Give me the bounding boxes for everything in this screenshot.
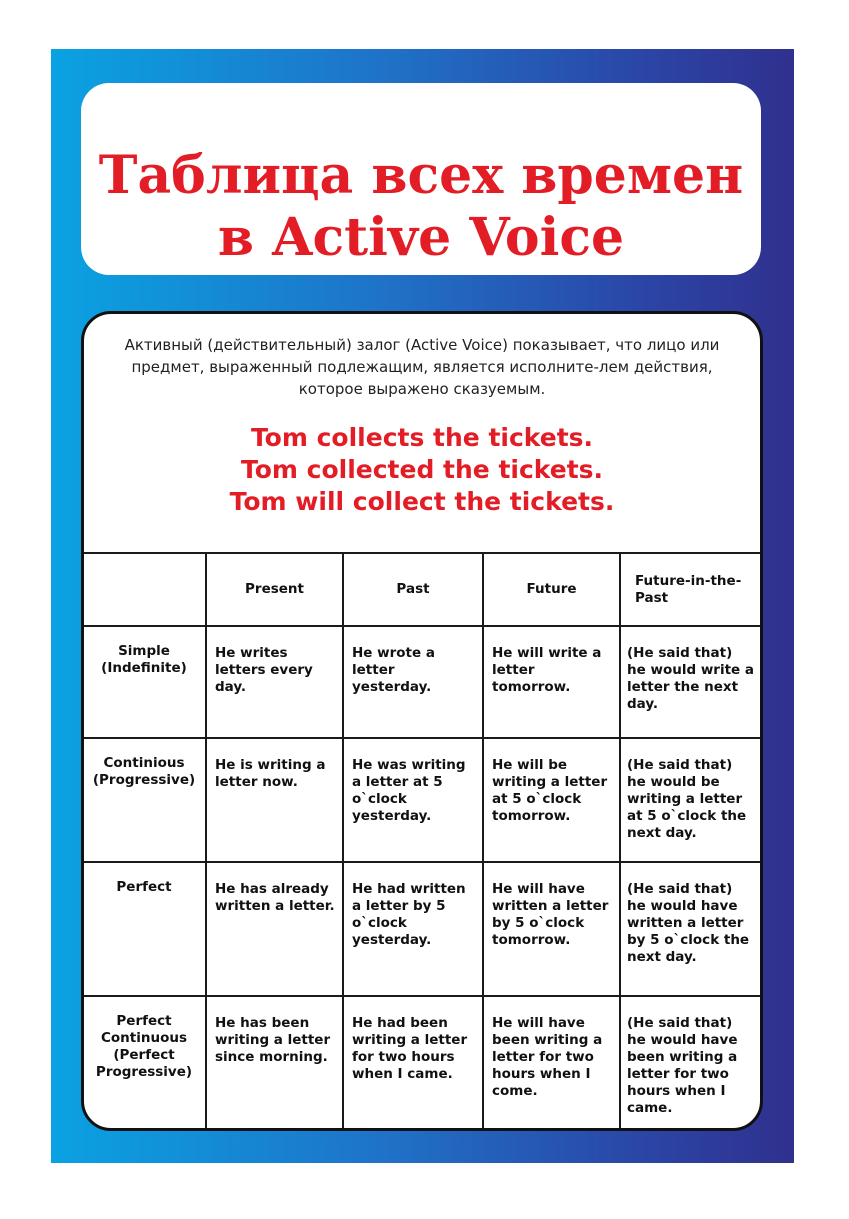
row-header-continuous: Continious (Progressive) <box>82 738 206 862</box>
title-line-1: Таблица всех времен <box>98 145 744 206</box>
table-cell: He is writing a letter now. <box>206 738 343 862</box>
row-header-perfect-continuous: Perfect Continuous (Perfect Progressive) <box>82 996 206 1131</box>
table-row <box>82 738 761 862</box>
table-cell: He had written a letter by 5 o`clock yesterday. <box>343 862 483 996</box>
table-cell: He had been writing a letter for two hours when I came. <box>343 996 483 1131</box>
table-header-row <box>82 553 761 626</box>
table-cell: He wrote a letter yesterday. <box>343 626 483 738</box>
column-header-future: Future <box>483 553 620 626</box>
table-cell: He has already written a letter. <box>206 862 343 996</box>
description-text: Активный (действительный) залог (Active Voice) показывает, что лицо или предмет, выраженный подлежащим, является исполните-лем действия, которое выражено сказуемым. <box>124 336 720 398</box>
table-row <box>82 626 761 738</box>
poster-background <box>51 49 794 1163</box>
table-cell: (He said that) he would be writing a letter at 5 o`clock the next day. <box>620 738 761 862</box>
column-header-future-in-the-past: Future-in-the-Past <box>620 553 761 626</box>
table-cell: (He said that) he would have been writing a letter for two hours when I came. <box>620 996 761 1131</box>
tenses-table <box>81 552 762 1131</box>
table-row <box>82 996 761 1131</box>
content-panel <box>81 311 763 1131</box>
table-corner-cell <box>82 553 206 626</box>
column-header-present: Present <box>206 553 343 626</box>
title-line-2: в Active Voice <box>217 207 625 268</box>
table-cell: (He said that) he would have written a letter by 5 o`clock the next day. <box>620 862 761 996</box>
table-cell: He will be writing a letter at 5 o`clock tomorrow. <box>483 738 620 862</box>
table-cell: (He said that) he would write a letter the next day. <box>620 626 761 738</box>
table-row <box>82 862 761 996</box>
row-header-perfect: Perfect <box>82 862 206 996</box>
example-present: Tom collects the tickets. <box>250 423 594 452</box>
table-cell: He will have been writing a letter for two hours when I come. <box>483 996 620 1131</box>
table-cell: He will have written a letter by 5 o`clock tomorrow. <box>483 862 620 996</box>
example-future: Tom will collect the tickets. <box>229 487 615 516</box>
example-sentences <box>84 422 760 518</box>
column-header-past: Past <box>343 553 483 626</box>
page-title <box>81 145 761 269</box>
table-cell: He has been writing a letter since morning. <box>206 996 343 1131</box>
title-panel <box>81 83 761 275</box>
row-header-simple: Simple (Indefinite) <box>82 626 206 738</box>
table-cell: He will write a letter tomorrow. <box>483 626 620 738</box>
table-cell: He writes letters every day. <box>206 626 343 738</box>
table-cell: He was writing a letter at 5 o`clock yesterday. <box>343 738 483 862</box>
example-past: Tom collected the tickets. <box>240 455 604 484</box>
